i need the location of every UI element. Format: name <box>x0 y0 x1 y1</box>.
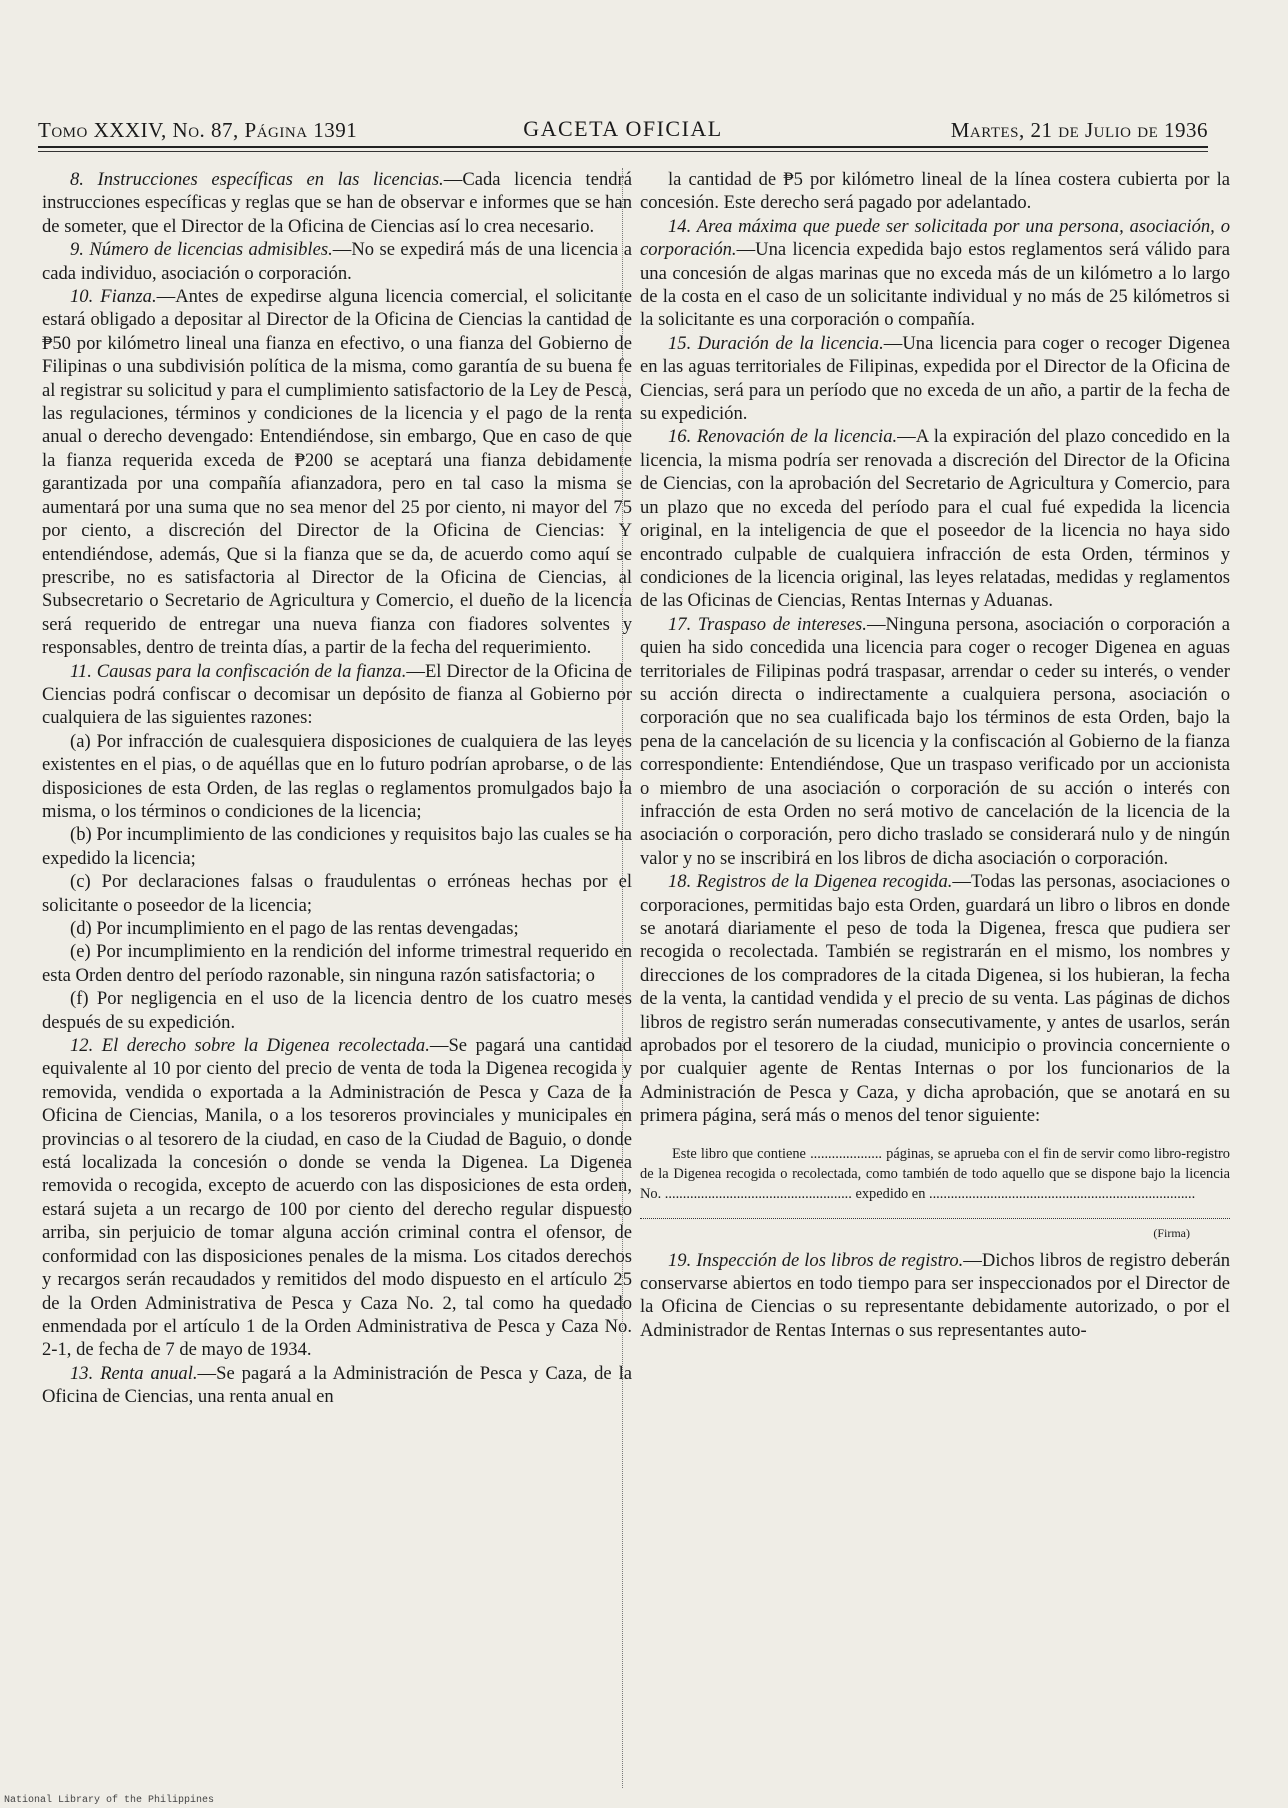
paragraph <box>640 1249 1230 1343</box>
paragraph-text: —A la expiración del plazo concedido en la licencia, la misma podría ser renovada a discreción del Director de la Oficina de Ciencias, con la aprobación del Secretario de Agricultura y Comercio, para un plazo que no exceda del período para el cual fué expedida la licencia original, en la inteligencia de que el poseedor de la licencia no haya sido encontrado culpable de cualquiera infracción de esta Orden, términos y condiciones de la licencia original, las leyes relatadas, medidas y reglamentos de las Oficinas de Ciencias, Rentas Internas y Aduanas. <box>640 426 1230 612</box>
paragraph-text: —El Director de la Oficina de Ciencias podrá confiscar o decomisar un depósito de fianza al Gobierno por cualquiera de las siguientes razones: <box>42 660 633 729</box>
paragraph-text: —Dichos libros de registro deberán conservarse abiertos en todo tiempo para ser inspeccionados por el Director de la Oficina de Ciencias o su representante debidamente autorizado, o por el Administrador de Rentas Internas o sus representantes auto- <box>640 1249 1231 1341</box>
approval-form <box>640 1144 1230 1243</box>
paragraph <box>640 613 1230 870</box>
paragraph <box>640 332 1230 426</box>
left-column <box>42 168 632 1409</box>
paragraph-text: —Se pagará a la Administración de Pesca y Caza, de la Oficina de Ciencias, una renta anual en <box>42 1362 632 1408</box>
section-heading: 12. El derecho sobre la Digenea recolectada. <box>70 1035 430 1057</box>
section-heading: 14. Area máxima que puede ser solicitada por una persona, asociación, o corporación. <box>640 215 1230 261</box>
section-heading: 11. Causas para la confiscación de la fianza. <box>70 660 407 682</box>
paragraph <box>42 823 632 870</box>
paragraph-text: —Todas las personas, asociaciones o corporaciones, permitidas bajo esta Orden, guardará un libro o libros en donde se anotará diariamente el peso de toda la Digenea, fresca que pudiera ser recogida o recolectada. También se registrarán en el mismo, los nombres y direcciones de los compradores de la citada Digenea, si los hubieran, la fecha de la venta, la cantidad vendida y el precio de su venta. Las páginas de dichos libros de registro serán numeradas consecutivamente, y antes de usarlos, serán aprobados por el tesorero de la ciudad, municipio o provincia concerniente o por cualquier agente de Rentas Internas o por los funcionarios de la Administración de Pesca y Caza, y dicha aprobación, que se anotará en su primera página, será más o menos del tenor siguiente: <box>640 871 1230 1127</box>
right-column-end <box>640 1249 1230 1343</box>
paragraph-text: —Una licencia expedida bajo estos reglamentos será válido para una concesión de algas marinas que no exceda más de un kilómetro a lo largo de la costa en el caso de un solicitante individual y no más de 25 kilómetros si la solicitante es una corporación o compañía. <box>640 239 1230 331</box>
section-heading: 8. Instrucciones específicas en las licencias. <box>70 169 444 190</box>
paragraph-text: (e) Por incumplimiento en la rendición del informe trimestral requerido en esta Orden dentro del período razonable, sin ninguna razón satisfactoria; o <box>42 941 632 986</box>
paragraph <box>42 168 632 238</box>
section-heading: 17. Traspaso de intereses. <box>668 613 867 635</box>
section-heading: 16. Renovación de la licencia. <box>668 426 898 448</box>
page-header <box>38 112 1208 146</box>
signature-line <box>640 1218 1230 1219</box>
section-heading: 15. Duración de la licencia. <box>668 332 884 354</box>
paragraph-text: (c) Por declaraciones falsas o fraudulentas o erróneas hechas por el solicitante o poseedor de la licencia; <box>42 871 632 916</box>
paragraph-text: —Cada licencia tendrá instrucciones específicas y reglas que se han de observar e informes que se han de someter, que el Director de la Oficina de Ciencias así lo crea necesario. <box>42 169 632 237</box>
paragraph <box>42 238 632 285</box>
section-heading: 9. Número de licencias admisibles. <box>70 239 333 261</box>
paragraph-text: —Antes de expedirse alguna licencia comercial, el solicitante estará obligado a depositar al Director de la Oficina de Ciencias la cantidad de ₱50 por kilómetro lineal una fianza en efectivo, o una fianza del Gobierno de Filipinas o una subdivisión política de la misma, como garantía de su buena fe al registrar su solicitud y para el cumplimiento satisfactorio de la Ley de Pesca, las regulaciones, términos y condiciones de la licencia y el pago de la renta anual o derecho devengado: Entendiéndose, sin embargo, Que en caso de que la fianza requerida exceda de ₱200 se aceptará una fianza debidamente garantizada por una compañía afianzadora, pero en tal caso la misma se aumentará por una suma que no sea menor del 25 por ciento, ni mayor del 75 por ciento, a discreción del Director de la Oficina de Ciencias: Y entendiéndose, además, Que si la fianza que se da, de acuerdo como aquí se prescribe, no es satisfactoria al Director de la Oficina de Ciencias, al Subsecretario o Secretario de Agricultura y Comercio, el dueño de la licencia será requerido de entregar una nueva fianza con fiadores solventes y responsables, dentro de treinta días, a partir de la fecha del requerimiento. <box>42 286 632 659</box>
signature-label: (Firma) <box>1153 1225 1190 1240</box>
section-heading: 13. Renta anual. <box>70 1362 198 1384</box>
paragraph <box>640 870 1230 1127</box>
paragraph <box>42 1362 632 1409</box>
paragraph <box>42 285 632 660</box>
paragraph <box>640 168 1230 215</box>
section-heading: 18. Registros de la Digenea recogida. <box>668 871 953 893</box>
paragraph <box>640 215 1230 332</box>
paragraph-text: —Se pagará una cantidad equivalente al 10 por ciento del precio de venta de toda la Digenea recogida y removida, vendida o exportada a la Administración de Pesca y Caza de la Oficina de Ciencias, Manila, o a los tesoreros provinciales y municipales en provincias o al tesorero de la ciudad, en caso de la Ciudad de Baguio, o donde está localizada la concesión o donde se venda la Digenea. La Digenea removida o recogida, excepto de acuerdo con las disposiciones de esta orden, estará sujeta a un recargo de 100 por ciento del derecho regular dispuesto arriba, sin perjuicio de tomar alguna acción criminal contra el ofensor, de conformidad con las disposiciones penales de la misma. Los citados derechos y recargos serán recaudados y remitidos del modo dispuesto en el artículo 25 de la Orden Administrativa de Pesca y Caza No. 2, tal como ha quedado enmendada por el artículo 1 de la Orden Administrativa de Pesca y Caza No. 2-1, de fecha de 7 de mayo de 1934. <box>42 1035 632 1361</box>
section-heading: 10. Fianza. <box>70 286 157 308</box>
right-column <box>640 168 1230 1342</box>
paragraph-text: —Ninguna persona, asociación o corporación a quien ha sido concedida una licencia para coger o recoger Digenea en aguas territoriales de Filipinas podrá traspasar, arrendar o ceder su interés, o vender su acción directa o indirectamente a cualquiera persona, asociación o corporación que no sea cualificada bajo los términos de esta Orden, bajo la pena de la cancelación de su licencia y la confiscación al Gobierno de la fianza correspondiente: Entendiéndose, Que un traspaso verificado por un accionista o miembro de una asociación o corporación de su acción o interés con infracción de esta Orden no será motivo de cancelación de la licencia de la asociación o corporación, pero dicho traslado se considerará nulo y de ningún valor y no se inscribirá en los libros de dicha asociación o corporación. <box>640 613 1230 869</box>
section-heading: 19. Inspección de los libros de registro. <box>668 1249 964 1271</box>
issue-info: Tomo XXXIV, No. 87, Página 1391 <box>38 118 358 142</box>
archive-footer: National Library of the Philippines <box>4 1795 215 1806</box>
paragraph <box>42 660 632 730</box>
paragraph <box>42 940 632 987</box>
paragraph <box>42 917 632 940</box>
right-column-body <box>640 168 1230 1128</box>
approval-form-text: Este libro que contiene .................... páginas, se aprueba con el fin de servir como libro-registro de la Digenea recogida o recolectada, como también de todo aquello que se dispone bajo la licencia No. .................................................... expedido en .......................................................................... <box>640 1145 1230 1202</box>
paragraph <box>42 730 632 824</box>
column-divider <box>622 168 623 1788</box>
paragraph-text: —Una licencia para coger o recoger Digenea en las aguas territoriales de Filipinas, expedida por el Director de la Oficina de Ciencias, será para un período que no exceda de un año, a partir de la fecha de su expedición. <box>640 332 1230 425</box>
publication-title: GACETA OFICIAL <box>523 116 723 141</box>
paragraph-text: (a) Por infracción de cualesquiera disposiciones de cualquiera de las leyes existentes en el pias, o de aquéllas que en lo futuro podrían aprobarse, o de las disposiciones de esta Orden, de las reglas o reglamentos promulgados bajo la misma, o los términos o condiciones de la licencia; <box>42 730 632 822</box>
paragraph-text: la cantidad de ₱5 por kilómetro lineal de la línea costera cubierta por la concesión. Este derecho será pagado por adelantado. <box>640 169 1230 214</box>
paragraph <box>42 987 632 1034</box>
issue-date: Martes, 21 de Julio de 1936 <box>950 118 1208 142</box>
header-rule <box>38 146 1208 148</box>
paragraph-text: (d) Por incumplimiento en el pago de las rentas devengadas; <box>70 918 519 939</box>
paragraph <box>42 870 632 917</box>
paragraph <box>640 425 1230 612</box>
paragraph-text: —No se expedirá más de una licencia a cada individuo, asociación o corporación. <box>42 239 632 284</box>
paragraph <box>42 1034 632 1362</box>
header-rule-thin <box>38 151 1208 152</box>
paragraph-text: (f) Por negligencia en el uso de la licencia dentro de los cuatro meses después de su expedición. <box>42 988 632 1033</box>
paragraph-text: (b) Por incumplimiento de las condiciones y requisitos bajo las cuales se ha expedido la licencia; <box>42 824 632 869</box>
